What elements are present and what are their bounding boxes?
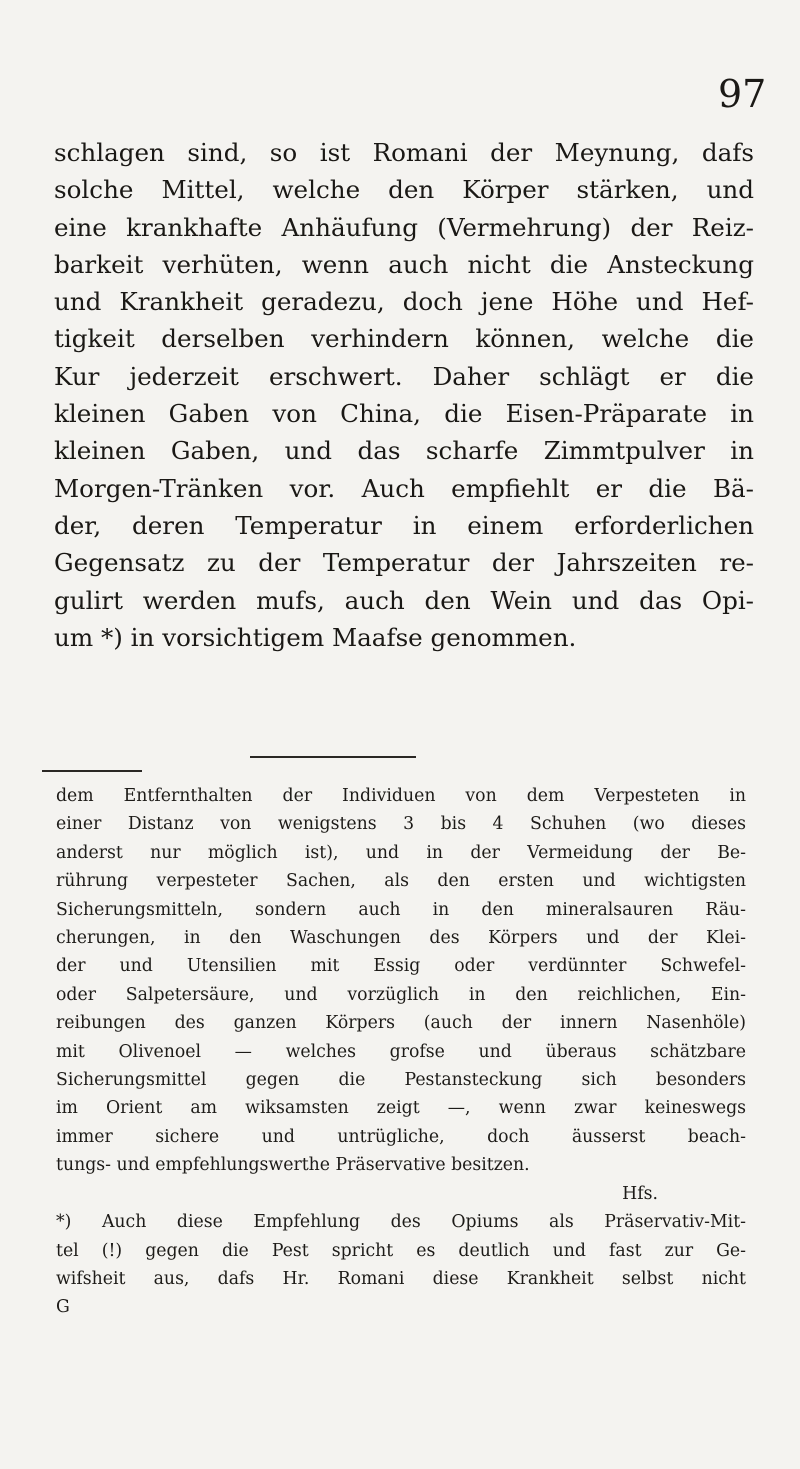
main-line: Morgen-Tränken vor. Auch empfiehlt er die Bä- xyxy=(54,473,754,503)
footnote-line: oder Salpetersäure, und vorzüglich in den reichlichen, Ein- xyxy=(56,984,746,1005)
footnote-line: reibungen des ganzen Körpers (auch der innern Nasenhöle) xyxy=(56,1013,746,1034)
footnote-line: tel (!) gegen die Pest spricht es deutlich und fast zur Ge- xyxy=(56,1240,746,1261)
main-line: eine krankhafte Anhäufung (Vermehrung) der Reiz- xyxy=(54,212,754,242)
footnote-line: *) Auch diese Empfehlung des Opiums als Präservativ-Mit- xyxy=(56,1212,746,1233)
main-text-block xyxy=(54,134,754,656)
main-line: tigkeit derselben verhindern können, welche die xyxy=(54,324,754,354)
footnote-line: Sicherungsmittel gegen die Pestansteckung sich besonders xyxy=(56,1070,746,1091)
main-line: kleinen Gaben, und das scharfe Zimmtpulver in xyxy=(54,436,754,466)
footnote-block xyxy=(56,782,746,1322)
footnote-rule-left xyxy=(42,770,142,772)
main-line: solche Mittel, welche den Körper stärken, und xyxy=(54,175,754,205)
main-line: kleinen Gaben von China, die Eisen-Präparate in xyxy=(54,399,754,429)
footnote-line: wifsheit aus, dafs Hr. Romani diese Krankheit selbst nicht xyxy=(56,1268,746,1289)
footnote-signature: Hfs. xyxy=(622,1183,658,1204)
second-footnote xyxy=(56,1208,746,1293)
main-line: Kur jederzeit erschwert. Daher schlägt er die xyxy=(54,361,754,391)
footnote-line: immer sichere und untrügliche, doch äusserst beach- xyxy=(56,1126,746,1147)
footnote-line: rührung verpesteter Sachen, als den ersten und wichtigsten xyxy=(56,871,746,892)
page-number: 97 xyxy=(718,72,767,116)
footnote-line: im Orient am wiksamsten zeigt —, wenn zwar keineswegs xyxy=(56,1098,746,1119)
footnote-rule-right xyxy=(250,756,416,758)
main-line: um *) in vorsichtigem Maafse genommen. xyxy=(54,622,577,652)
catchword: G xyxy=(56,1297,70,1318)
footnote-line: der und Utensilien mit Essig oder verdünnter Schwefel- xyxy=(56,956,746,977)
footnote-line: tungs- und empfehlungswerthe Präservative besitzen. xyxy=(56,1155,530,1176)
main-line: und Krankheit geradezu, doch jene Höhe und Hef- xyxy=(54,287,754,317)
main-line: gulirt werden mufs, auch den Wein und das Opi- xyxy=(54,585,754,615)
footnote-line: anderst nur möglich ist), und in der Vermeidung der Be- xyxy=(56,842,746,863)
footnote-line: dem Entfernthalten der Individuen von dem Verpesteten in xyxy=(56,786,746,806)
main-line: der, deren Temperatur in einem erforderlichen xyxy=(54,510,754,540)
footnote-line: cherungen, in den Waschungen des Körpers und der Klei- xyxy=(56,928,746,949)
footnote-line: Sicherungsmitteln, sondern auch in den mineralsauren Räu- xyxy=(56,899,746,920)
footnote-line: einer Distanz von wenigstens 3 bis 4 Schuhen (wo dieses xyxy=(56,814,746,835)
main-line: Gegensatz zu der Temperatur der Jahrszeiten re- xyxy=(54,548,754,578)
main-line: schlagen sind, so ist Romani der Meynung, dafs xyxy=(54,138,754,167)
main-line: barkeit verhüten, wenn auch nicht die Ansteckung xyxy=(54,249,754,279)
footnote-line: mit Olivenoel — welches grofse und überaus schätzbare xyxy=(56,1041,746,1062)
